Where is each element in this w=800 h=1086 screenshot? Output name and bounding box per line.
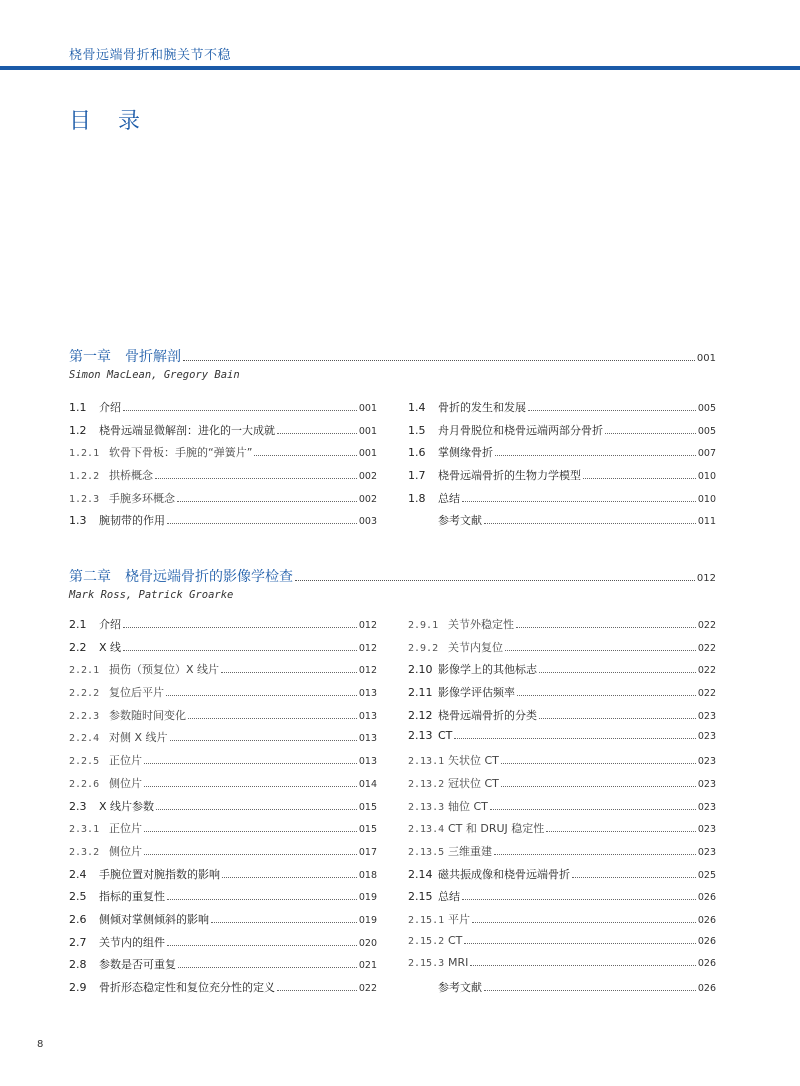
entry-title: 影像学上的其他标志 — [438, 663, 537, 677]
toc-entry[interactable] — [408, 616, 716, 639]
entry-title: 桡骨远端显微解剖：进化的一大成就 — [99, 423, 275, 437]
toc-entry[interactable] — [408, 399, 716, 422]
entry-title: 矢状位 CT — [448, 754, 499, 768]
leader-dots — [277, 990, 357, 991]
entry-number: 2.13.2 — [408, 778, 445, 790]
page-number: 8 — [37, 1039, 44, 1050]
leader-dots — [472, 922, 696, 923]
entry-page: 026 — [697, 914, 716, 926]
chapter-page: 001 — [696, 353, 716, 364]
entry-page: 002 — [358, 493, 377, 505]
entry-page: 023 — [697, 824, 716, 836]
entry-number: 2.1 — [69, 618, 87, 631]
entry-number: 2.12 — [408, 708, 433, 722]
entry-title: 侧倾对掌侧倾斜的影响 — [99, 912, 209, 926]
toc-entry[interactable] — [69, 729, 377, 752]
entry-number: 2.4 — [69, 867, 87, 881]
toc-entry[interactable] — [408, 707, 716, 730]
entry-page: 023 — [697, 846, 716, 858]
entries-left-column — [69, 616, 377, 1002]
entry-page: 023 — [697, 801, 716, 813]
toc-entry[interactable] — [69, 956, 377, 979]
entry-title: CT 和 DRUJ 稳定性 — [448, 822, 545, 836]
entry-title: X 线片参数 — [99, 799, 155, 813]
entry-title: 参考文献 — [438, 514, 482, 528]
entry-title: 桡骨远端骨折的生物力学模型 — [438, 469, 581, 483]
leader-dots — [123, 410, 357, 411]
entry-title: 冠状位 CT — [448, 776, 499, 790]
entry-title: CT — [448, 933, 463, 947]
leader-dots — [484, 990, 696, 991]
entries-right-column — [408, 616, 716, 1002]
entry-title: 骨折形态稳定性和复位充分性的定义 — [99, 981, 275, 994]
entry-number: 1.2 — [69, 423, 87, 437]
entry-number: 2.13.1 — [408, 756, 445, 768]
entry-number: 2.9 — [69, 981, 87, 994]
entry-page: 023 — [697, 731, 716, 743]
toc-entry[interactable] — [408, 888, 716, 911]
leader-dots — [123, 650, 357, 651]
entry-page: 012 — [358, 642, 377, 654]
entry-number: 2.13.3 — [408, 801, 445, 813]
toc-entry[interactable] — [69, 639, 377, 662]
entry-number: 2.13 — [408, 729, 433, 743]
entry-number: 2.5 — [69, 890, 87, 904]
entry-page: 026 — [697, 935, 716, 947]
entry-title: 参数是否可重复 — [99, 958, 176, 972]
entry-title: 关节内的组件 — [99, 935, 165, 949]
toc-entry[interactable] — [408, 422, 716, 445]
leader-dots — [167, 945, 357, 946]
chapter-heading[interactable] — [69, 566, 716, 586]
chapter-page: 012 — [696, 573, 716, 584]
leader-dots — [539, 718, 696, 719]
entry-page: 019 — [358, 892, 377, 904]
leader-dots — [144, 786, 357, 787]
entry-page: 010 — [697, 493, 716, 505]
entry-title: 舟月骨脱位和桡骨远端两部分骨折 — [438, 423, 603, 437]
entry-title: 手腕位置对腕指数的影响 — [99, 867, 220, 881]
entry-page: 025 — [697, 869, 716, 881]
leader-dots — [583, 478, 696, 479]
entry-page: 010 — [697, 471, 716, 483]
entry-number: 1.4 — [408, 401, 426, 414]
entry-number: 2.7 — [69, 935, 87, 949]
entry-page: 001 — [358, 403, 377, 414]
entry-page: 014 — [358, 778, 377, 790]
toc-entry[interactable] — [408, 979, 716, 1002]
entry-number: 1.3 — [69, 514, 87, 528]
leader-dots — [494, 854, 696, 855]
entry-title: 指标的重复性 — [99, 890, 165, 904]
leader-dots — [464, 943, 695, 944]
toc-entry[interactable] — [408, 684, 716, 707]
entry-number: 2.13.5 — [408, 846, 445, 858]
toc-entry[interactable] — [408, 956, 716, 979]
entry-title: 参数随时间变化 — [109, 708, 186, 722]
entry-page: 026 — [697, 983, 716, 994]
entry-number: 2.2 — [69, 640, 87, 654]
toc-entry[interactable] — [408, 911, 716, 934]
entry-page: 022 — [697, 665, 716, 677]
header-rule — [0, 66, 800, 70]
leader-dots — [254, 455, 356, 456]
entry-page: 013 — [358, 756, 377, 768]
leader-dots — [454, 738, 695, 739]
entry-number: 1.7 — [408, 469, 426, 483]
leader-dots — [155, 478, 357, 479]
entry-title: 腕韧带的作用 — [99, 514, 165, 528]
entry-page: 026 — [697, 958, 716, 970]
toc-title: 目 录 — [69, 109, 150, 134]
entry-number: 2.14 — [408, 867, 433, 881]
entry-number: 1.8 — [408, 491, 426, 505]
entry-title: 软骨下骨板：手腕的“弹簧片” — [109, 446, 253, 460]
leader-dots — [178, 967, 357, 968]
leader-dots — [156, 809, 357, 810]
entry-number: 2.8 — [69, 958, 87, 972]
entry-page: 020 — [358, 937, 377, 949]
entry-title: 掌侧缘骨折 — [438, 446, 493, 460]
entry-page: 026 — [697, 892, 716, 904]
leader-dots — [546, 831, 696, 832]
entry-title: CT — [438, 729, 453, 743]
entry-title: 参考文献 — [438, 981, 482, 994]
entry-number: 2.2.2 — [69, 688, 100, 700]
leader-dots — [221, 672, 357, 673]
toc-entry[interactable] — [69, 775, 377, 798]
leader-dots — [605, 433, 696, 434]
entry-title: 正位片 — [109, 754, 142, 768]
toc-entry[interactable] — [69, 490, 377, 513]
entry-page: 021 — [358, 960, 377, 972]
entry-number: 1.1 — [69, 401, 87, 414]
entry-number: 1.2.2 — [69, 471, 100, 483]
entry-number: 2.6 — [69, 912, 87, 926]
entry-page: 023 — [697, 710, 716, 722]
toc-entry[interactable] — [408, 661, 716, 684]
entry-title: 侧位片 — [109, 844, 142, 858]
leader-dots — [167, 523, 357, 524]
entry-page: 023 — [697, 778, 716, 790]
leader-dots — [462, 501, 696, 502]
entry-title: 拱桥概念 — [109, 469, 153, 483]
leader-dots — [495, 455, 696, 456]
entry-title: 轴位 CT — [448, 799, 488, 813]
toc-entry[interactable] — [69, 888, 377, 911]
toc-entry[interactable] — [69, 820, 377, 843]
chapter-title: 骨折解剖 — [125, 349, 181, 365]
entry-title: 对侧 X 线片 — [109, 731, 168, 745]
entry-page: 018 — [358, 869, 377, 881]
leader-dots — [295, 580, 695, 581]
toc-entry[interactable] — [408, 775, 716, 798]
toc-entry[interactable] — [69, 798, 377, 821]
toc-entry[interactable] — [69, 512, 377, 535]
leader-dots — [539, 672, 696, 673]
entry-number: 2.2.3 — [69, 710, 100, 722]
toc-entry[interactable] — [69, 911, 377, 934]
entry-page: 003 — [358, 516, 377, 528]
entry-title: 三维重建 — [448, 844, 492, 858]
leader-dots — [505, 650, 696, 651]
leader-dots — [144, 831, 357, 832]
toc-entry[interactable] — [69, 444, 377, 467]
leader-dots — [528, 410, 696, 411]
entry-title: 正位片 — [109, 822, 142, 836]
entry-page: 012 — [358, 620, 377, 631]
entry-title: 关节外稳定性 — [448, 618, 514, 631]
chapter-1 — [69, 346, 716, 528]
entry-title: 平片 — [448, 912, 470, 926]
entry-page: 012 — [358, 665, 377, 677]
entry-page: 001 — [358, 425, 377, 437]
toc-entry[interactable] — [69, 707, 377, 730]
leader-dots — [123, 627, 357, 628]
entry-page: 022 — [697, 620, 716, 631]
entry-number: 2.2.4 — [69, 733, 100, 745]
entry-title: 复位后平片 — [109, 686, 164, 700]
toc-entry[interactable] — [69, 684, 377, 707]
entry-title: 影像学评估频率 — [438, 686, 515, 700]
chapter-number: 第二章 — [69, 569, 111, 585]
running-header-title: 桡骨远端骨折和腕关节不稳 — [69, 48, 232, 63]
chapter-2 — [69, 566, 716, 994]
leader-dots — [484, 523, 696, 524]
entry-number: 2.10 — [408, 663, 433, 677]
entry-number: 2.15.1 — [408, 914, 445, 926]
entry-page: 015 — [358, 801, 377, 813]
leader-dots — [144, 854, 357, 855]
entry-page: 023 — [697, 756, 716, 768]
entry-title: 介绍 — [99, 618, 121, 631]
toc-entry[interactable] — [408, 490, 716, 513]
entry-page: 013 — [358, 710, 377, 722]
entry-page: 005 — [697, 425, 716, 437]
toc-entry[interactable] — [408, 639, 716, 662]
toc-entry[interactable] — [69, 752, 377, 775]
toc-entry[interactable] — [69, 616, 377, 639]
entry-page: 015 — [358, 824, 377, 836]
leader-dots — [501, 786, 696, 787]
toc-entry[interactable] — [408, 820, 716, 843]
toc-entry[interactable] — [69, 467, 377, 490]
entry-page: 011 — [697, 516, 716, 528]
toc-entry[interactable] — [408, 752, 716, 775]
chapter-title: 桡骨远端骨折的影像学检查 — [125, 569, 293, 585]
entry-page: 001 — [358, 448, 377, 460]
entry-page: 022 — [697, 688, 716, 700]
entry-title: 磁共振成像和桡骨远端骨折 — [438, 867, 570, 881]
chapter-number: 第一章 — [69, 349, 111, 365]
entry-page: 013 — [358, 733, 377, 745]
entry-number: 2.3.1 — [69, 824, 100, 836]
entry-page: 019 — [358, 914, 377, 926]
toc-entry[interactable] — [408, 866, 716, 889]
entry-title: 关节内复位 — [448, 640, 503, 654]
entry-number: 1.5 — [408, 423, 426, 437]
leader-dots — [572, 877, 696, 878]
entry-page: 007 — [697, 448, 716, 460]
entry-page: 002 — [358, 471, 377, 483]
toc-entry[interactable] — [408, 512, 716, 535]
entry-number: 2.3 — [69, 799, 87, 813]
toc-entry[interactable] — [69, 934, 377, 957]
entry-title: 总结 — [438, 491, 460, 505]
entry-title: 骨折的发生和发展 — [438, 401, 526, 414]
chapter-authors: Simon MacLean, Gregory Bain — [69, 369, 240, 381]
leader-dots — [516, 627, 696, 628]
toc-entry[interactable] — [408, 444, 716, 467]
entry-number: 2.9.2 — [408, 642, 439, 654]
toc-entry[interactable] — [69, 661, 377, 684]
chapter-authors: Mark Ross, Patrick Groarke — [69, 589, 234, 601]
leader-dots — [170, 740, 357, 741]
leader-dots — [183, 360, 695, 361]
entry-title: 手腕多环概念 — [109, 491, 175, 505]
entry-title: 损伤（预复位）X 线片 — [109, 663, 220, 677]
entry-number: 2.2.1 — [69, 665, 100, 677]
entries-left-column — [69, 399, 377, 535]
toc-entry[interactable] — [408, 843, 716, 866]
toc-entry[interactable] — [69, 422, 377, 445]
entry-page: 005 — [697, 403, 716, 414]
entry-title: X 线 — [99, 640, 122, 654]
entry-number: 1.2.3 — [69, 493, 100, 505]
leader-dots — [166, 695, 357, 696]
leader-dots — [462, 899, 696, 900]
entry-title: 侧位片 — [109, 776, 142, 790]
toc-entry[interactable] — [69, 399, 377, 422]
entries-right-column — [408, 399, 716, 535]
leader-dots — [517, 695, 696, 696]
toc-entry[interactable] — [408, 934, 716, 957]
entry-number: 2.15.2 — [408, 935, 445, 947]
entry-page: 013 — [358, 688, 377, 700]
leader-dots — [490, 809, 696, 810]
leader-dots — [277, 433, 357, 434]
leader-dots — [144, 763, 357, 764]
entry-title: 介绍 — [99, 401, 121, 414]
entry-title: 桡骨远端骨折的分类 — [438, 708, 537, 722]
toc-entry[interactable] — [408, 467, 716, 490]
leader-dots — [211, 922, 357, 923]
leader-dots — [177, 501, 357, 502]
entry-number: 2.15 — [408, 890, 433, 904]
leader-dots — [188, 718, 357, 719]
entry-number: 2.15.3 — [408, 958, 445, 970]
entry-number: 2.9.1 — [408, 620, 439, 631]
entry-page: 022 — [358, 983, 377, 994]
entry-number: 2.3.2 — [69, 846, 100, 858]
leader-dots — [222, 877, 357, 878]
entry-number: 1.2.1 — [69, 448, 100, 460]
leader-dots — [167, 899, 357, 900]
entry-number: 2.11 — [408, 686, 433, 700]
entry-title: 总结 — [438, 890, 460, 904]
toc-entry[interactable] — [69, 843, 377, 866]
toc-entry[interactable] — [69, 979, 377, 1002]
entry-number: 2.2.6 — [69, 778, 100, 790]
entry-title: MRI — [448, 956, 469, 970]
leader-dots — [501, 763, 696, 764]
entry-number: 2.2.5 — [69, 756, 100, 768]
entry-page: 022 — [697, 642, 716, 654]
entry-number: 2.13.4 — [408, 824, 445, 836]
entry-page: 017 — [358, 846, 377, 858]
chapter-heading[interactable] — [69, 346, 716, 366]
toc-entry[interactable] — [408, 798, 716, 821]
toc-entry[interactable] — [408, 729, 716, 752]
toc-entry[interactable] — [69, 866, 377, 889]
leader-dots — [470, 965, 695, 966]
entry-number: 1.6 — [408, 446, 426, 460]
